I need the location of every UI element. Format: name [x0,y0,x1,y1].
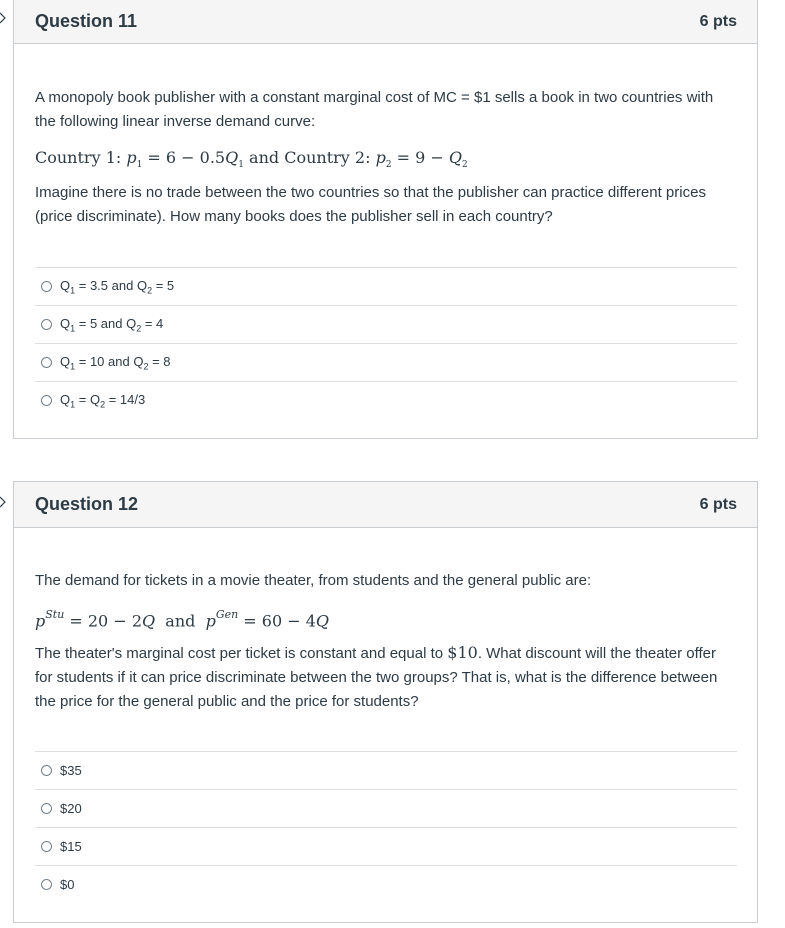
radio-button[interactable] [41,357,52,368]
question-11-text-1: A monopoly book publisher with a constant marginal cost of MC = $1 sells a book in two countries with the following linear inverse demand curve: [35,89,714,130]
radio-button[interactable] [41,879,52,890]
question-11-body [14,86,757,419]
question-12-text-2: The theater's marginal cost per ticket is constant and equal to $10. What discount will the theater offer for students if it can price discriminate between the two groups? That is, what is the difference between the price for the general public and the price for students? [35,643,718,710]
question-12-points: 6 pts [699,495,737,513]
radio-button[interactable] [41,765,52,776]
answer-label: $Q_1 = Q_2 = 14/3$ [60,391,146,410]
radio-button[interactable] [41,319,52,330]
answer-option[interactable] [35,267,737,305]
question-12-header [14,482,757,528]
answer-option[interactable] [35,865,737,903]
question-11-title: Question 11 [35,11,138,31]
question-12-text-1: The demand for tickets in a movie theater, from students and the general public are: [35,572,592,589]
answer-option[interactable] [35,343,737,381]
radio-button[interactable] [41,281,52,292]
question-12-title: Question 12 [35,494,139,514]
radio-button[interactable] [41,803,52,814]
answer-option[interactable] [35,789,737,827]
question-12 [13,481,758,923]
question-11-header [14,0,757,44]
answer-label: $Q_1 = 3.5$ and $Q_2 = 5$ [60,277,175,296]
answer-label: $Q_1 = 5$ and $Q_2 = 4$ [60,315,164,334]
answer-label: $35 [60,763,82,778]
question-11-answers [35,267,737,419]
answer-option[interactable] [35,827,737,865]
radio-button[interactable] [41,841,52,852]
question-11-points: 6 pts [699,12,737,30]
question-11-equation: Country 1: $p_1 = 6 - 0.5Q_1$ and Country 2: $p_2 = 9 - Q_2$ [35,148,468,171]
answer-label: $Q_1 = 10$ and $Q_2 = 8$ [60,353,171,372]
answer-label: $20 [60,801,82,816]
question-11 [13,0,758,439]
question-12-equation: $p^{Stu} = 20 - 2Q$ and $p^{Gen} = 60 - 4Q$ [35,608,330,631]
answer-option[interactable] [35,381,737,419]
question-12-answers [35,751,737,903]
answer-label: $15 [60,839,82,854]
cost-value: $10 [447,643,478,662]
answer-option[interactable] [35,751,737,789]
radio-button[interactable] [41,395,52,406]
answer-label: $0 [60,877,75,892]
answer-option[interactable] [35,305,737,343]
question-11-marker-icon [0,12,7,22]
question-12-marker-icon [0,496,7,506]
question-11-text-2: Imagine there is no trade between the two countries so that the publisher can practice different prices (price discriminate). How many books does the publisher sell in each country? [35,184,706,225]
question-12-body [14,569,757,903]
